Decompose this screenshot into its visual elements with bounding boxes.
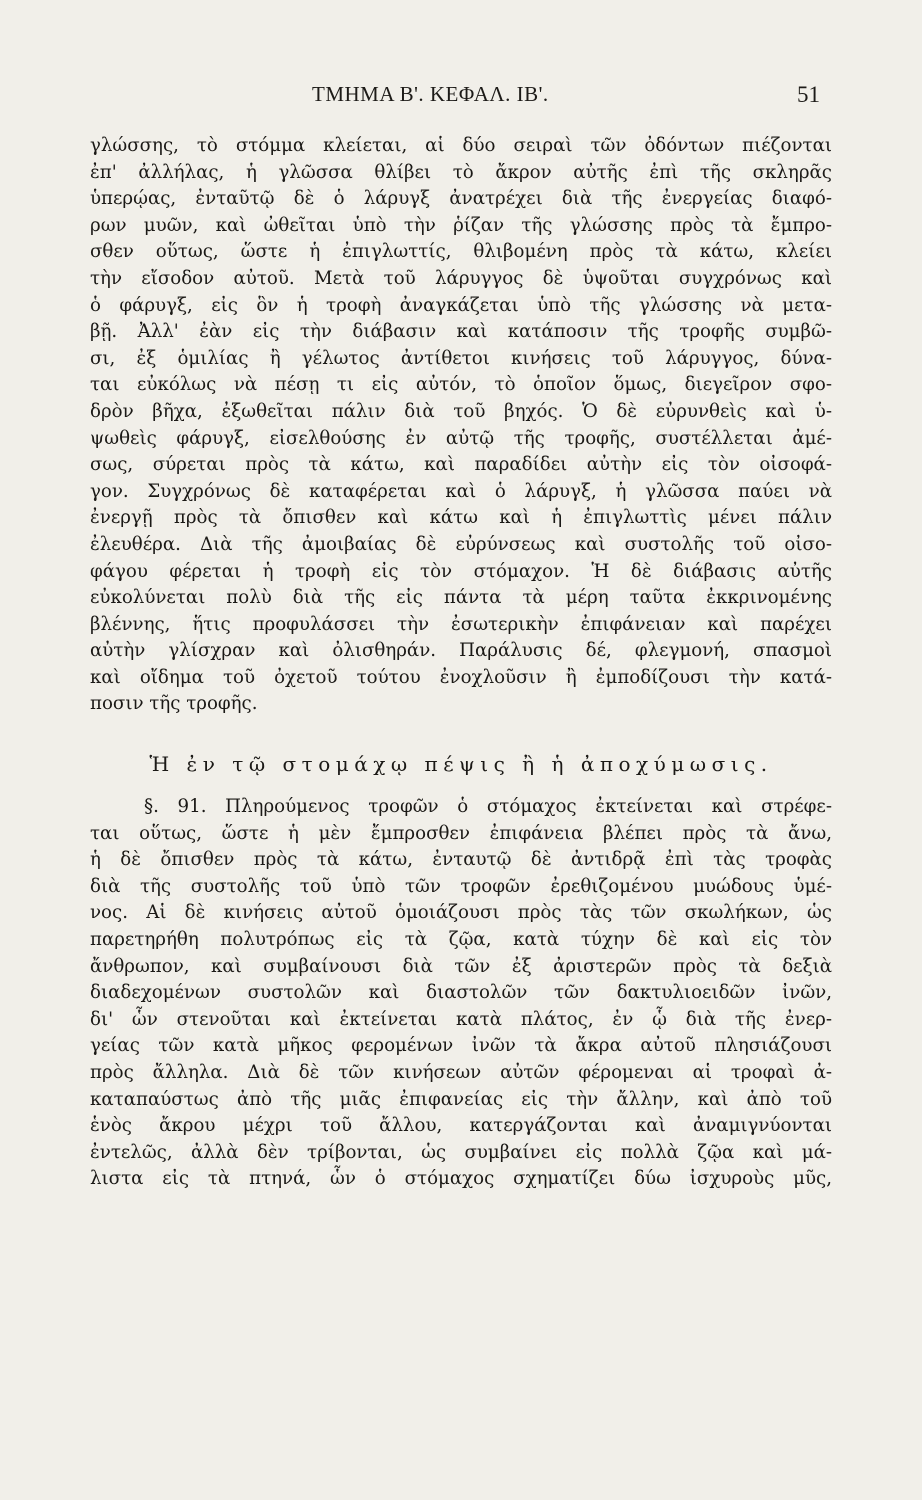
text-line: τὴν εἴσοδον αὐτοῦ. Μετὰ τοῦ λάρυγγος δὲ ὑψοῦται συγχρόνως καὶ [90, 267, 832, 289]
text-line: καταπαύστως ἀπὸ τῆς μιᾶς ἐπιφανείας εἰς τὴν ἄλλην, καὶ ἀπὸ τοῦ [90, 1088, 832, 1110]
page-number: 51 [797, 82, 820, 107]
text-line: ἐλευθέρα. Διὰ τῆς ἀμοιβαίας δὲ εὐρύνσεως καὶ συστολῆς τοῦ οἰσο- [90, 533, 832, 555]
text-line: ποσιν τῆς τροφῆς. [90, 693, 258, 715]
text-line: σθεν οὕτως, ὥστε ἡ ἐπιγλωττίς, θλιβομένη πρὸς τὰ κάτω, κλείει [90, 241, 832, 263]
text-line: ψωθεὶς φάρυγξ, εἰσελθούσης ἐν αὐτῷ τῆς τροφῆς, συστέλλεται ἀμέ- [90, 427, 832, 449]
text-line: σως, σύρεται πρὸς τὰ κάτω, καὶ παραδίδει αὐτὴν εἰς τὸν οἰσοφά- [90, 454, 832, 476]
text-line: διὰ τῆς συστολῆς τοῦ ὑπὸ τῶν τροφῶν ἐρεθιζομένου μυώδους ὑμέ- [90, 875, 832, 897]
text-line: ἄνθρωπον, καὶ συμβαίνουσι διὰ τῶν ἐξ ἀριστερῶν πρὸς τὰ δεξιὰ [90, 955, 832, 977]
text-line: λιστα εἰς τὰ πτηνά, ὧν ὁ στόμαχος σχηματίζει δύω ἰσχυροὺς μῦς, [90, 1168, 832, 1190]
text-line: παρετηρήθη πολυτρόπως εἰς τὰ ζῷα, κατὰ τύχην δὲ καὶ εἰς τὸν [90, 929, 832, 951]
section-heading: Ἡ ἐν τῷ στομάχῳ πέψις ἢ ἡ ἀποχύμωσις. [149, 752, 773, 777]
text-line: ται οὕτως, ὥστε ἡ μὲν ἔμπροσθεν ἐπιφάνεια βλέπει πρὸς τὰ ἄνω, [90, 822, 832, 844]
text-line: ἡ δὲ ὄπισθεν πρὸς τὰ κάτω, ἐνταυτῷ δὲ ἀντιδρᾷ ἐπὶ τὰς τροφὰς [90, 849, 832, 871]
text-line: γλώσσης, τὸ στόμμα κλείεται, αἱ δύο σειραὶ τῶν ὀδόντων πιέζονται [90, 135, 832, 156]
running-title: ΤΜΗΜΑ Β'. ΚΕΦΑΛ. ΙΒ'. [312, 82, 549, 106]
paragraph-swallowing [90, 133, 832, 718]
text-line: δι' ὧν στενοῦται καὶ ἐκτείνεται κατὰ πλάτος, ἐν ᾧ διὰ τῆς ἐνερ- [90, 1008, 832, 1030]
text-line: πρὸς ἄλληλα. Διὰ δὲ τῶν κινήσεων αὐτῶν φέρομεναι αἱ τροφαὶ ἀ- [90, 1062, 832, 1083]
paragraph-stomach-digestion [90, 794, 832, 1193]
text-line: αὐτὴν γλίσχραν καὶ ὀλισθηράν. Παράλυσις δέ, φλεγμονή, σπασμοὶ [90, 640, 832, 662]
text-line: δρὸν βῆχα, ἐξωθεῖται πάλιν διὰ τοῦ βηχός. Ὁ δὲ εὐρυνθεὶς καὶ ὑ- [90, 400, 832, 422]
text-line: ται εὐκόλως νὰ πέσῃ τι εἰς αὐτόν, τὸ ὁποῖον ὅμως, διεγεῖρον σφο- [90, 374, 832, 396]
text-line: βλέννης, ἥτις προφυλάσσει τὴν ἐσωτερικὴν ἐπιφάνειαν καὶ παρέχει [90, 613, 832, 635]
text-line: ὑπερῴας, ἐνταῦτῷ δὲ ὁ λάρυγξ ἀνατρέχει διὰ τῆς ἐνεργείας διαφό- [90, 188, 832, 210]
body-text [90, 133, 832, 1193]
text-line: γείας τῶν κατὰ μῆκος φερομένων ἰνῶν τὰ ἄκρα αὐτοῦ πλησιάζουσι [90, 1035, 832, 1057]
text-line: διαδεχομένων συστολῶν καὶ διαστολῶν τῶν δακτυλιοειδῶν ἰνῶν, [90, 982, 832, 1004]
text-line: γον. Συγχρόνως δὲ καταφέρεται καὶ ὁ λάρυγξ, ἡ γλῶσσα παύει νὰ [90, 480, 832, 502]
text-line: ὁ φάρυγξ, εἰς ὃν ἡ τροφὴ ἀναγκάζεται ὑπὸ τῆς γλώσσης νὰ μετα- [90, 294, 832, 316]
text-line: καὶ οἴδημα τοῦ ὀχετοῦ τούτου ἐνοχλοῦσιν ἢ ἐμποδίζουσι τὴν κατά- [90, 666, 832, 688]
text-line: §. 91. Πληρούμενος τροφῶν ὁ στόμαχος ἐκτείνεται καὶ στρέφε- [144, 796, 832, 818]
text-line: φάγου φέρεται ἡ τροφὴ εἰς τὸν στόμαχον. Ἡ δὲ διάβασις αὐτῆς [90, 560, 832, 582]
text-line: βῇ. Ἀλλ' ἐὰν εἰς τὴν διάβασιν καὶ κατάποσιν τῆς τροφῆς συμβῶ- [90, 321, 832, 343]
text-line: ρων μυῶν, καὶ ὠθεῖται ὑπὸ τὴν ῥίζαν τῆς γλώσσης πρὸς τὰ ἔμπρο- [90, 214, 832, 236]
text-line: ἐντελῶς, ἀλλὰ δὲν τρίβονται, ὡς συμβαίνει εἰς πολλὰ ζῷα καὶ μά- [90, 1141, 832, 1163]
running-header [90, 80, 830, 110]
text-line: εὐκολύνεται πολὺ διὰ τῆς εἰς πάντα τὰ μέρη ταῦτα ἐκκρινομένης [90, 587, 832, 609]
text-line: σι, ἐξ ὁμιλίας ἢ γέλωτος ἀντίθετοι κινήσεις τοῦ λάρυγγος, δύνα- [90, 347, 832, 369]
text-line: ἐπ' ἀλλήλας, ἡ γλῶσσα θλίβει τὸ ἄκρον αὐτῆς ἐπὶ τῆς σκληρᾶς [90, 161, 832, 183]
text-line: νος. Αἱ δὲ κινήσεις αὐτοῦ ὁμοιάζουσι πρὸς τὰς τῶν σκωλήκων, ὡς [90, 902, 832, 924]
text-line: ἑνὸς ἄκρου μέχρι τοῦ ἄλλου, κατεργάζονται καὶ ἀναμιγνύονται [90, 1115, 832, 1137]
text-line: ἐνεργῇ πρὸς τὰ ὄπισθεν καὶ κάτω καὶ ἡ ἐπιγλωττὶς μένει πάλιν [90, 507, 832, 529]
